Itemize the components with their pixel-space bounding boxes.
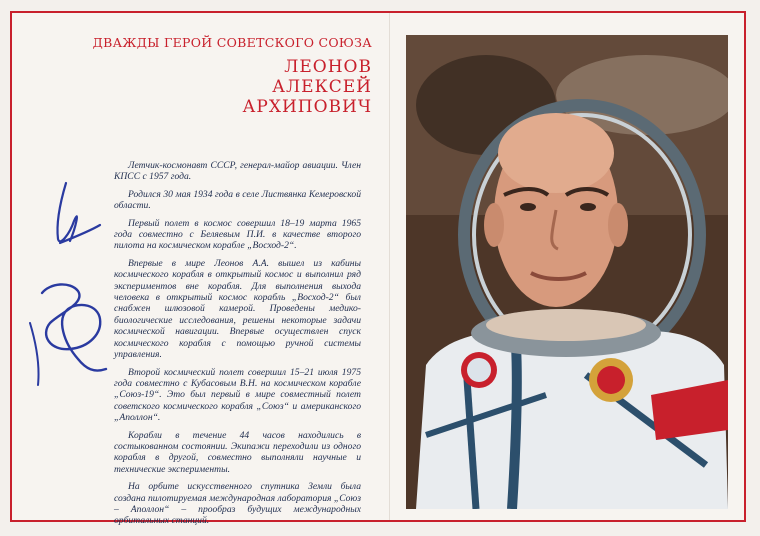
bio-paragraph: На орбите искусственного спутника Земли была создана пилотируемая международная лаборатория „Союз – Аполлон“ – прообраз будущих международных орбитальных станций. <box>114 481 361 527</box>
cosmonaut-portrait-photo <box>406 35 728 509</box>
hero-title: ДВАЖДЫ ГЕРОЙ СОВЕТСКОГО СОЮЗА <box>92 35 372 50</box>
bio-paragraph: Первый полет в космос совершил 18–19 марта 1965 года совместно с Беляевым П.И. в качестве второго пилота на космическом корабле „Восход-2“. <box>114 217 361 252</box>
bio-paragraph: Впервые в мире Леонов А.А. вышел из кабины космического корабля в открытый космос и выполнил ряд экспериментов вне корабля. Для выполнения выхода человека в открытый космос корабль „Восход-2“ был снабжен шлюзовой камерой. Проведены медико-биологические исследования, решены некоторые задачи космической навигации. Впервые осуществлен спуск космического корабля с помощью ручной системы управления. <box>114 257 361 361</box>
biography-text <box>114 160 361 533</box>
bio-paragraph: Второй космический полет совершил 15–21 июля 1975 года совместно с Кубасовым В.Н. на космическом корабле „Союз-19“. Это был первый в мире совместный полет советского космического корабля „Союз“ и американского „Аполлон“. <box>114 366 361 424</box>
surname: ЛЕОНОВ <box>284 57 372 77</box>
autograph-signature <box>20 173 116 403</box>
first-name: АЛЕКСЕЙ <box>272 77 372 97</box>
bio-paragraph: Летчик-космонавт СССР, генерал-майор авиации. Член КПСС с 1957 года. <box>114 160 361 183</box>
card-fold-line <box>389 13 390 520</box>
portrait-card <box>10 11 746 527</box>
bio-paragraph: Родился 30 мая 1934 года в селе Листвянка Кемеровской области. <box>114 188 361 212</box>
patronymic: АРХИПОВИЧ <box>242 97 372 117</box>
bio-paragraph: Корабли в течение 44 часов находились в состыкованном состоянии. Экипажи переходили из одного корабля в другой, совместно выполняли научные и технические эксперименты. <box>114 429 361 475</box>
